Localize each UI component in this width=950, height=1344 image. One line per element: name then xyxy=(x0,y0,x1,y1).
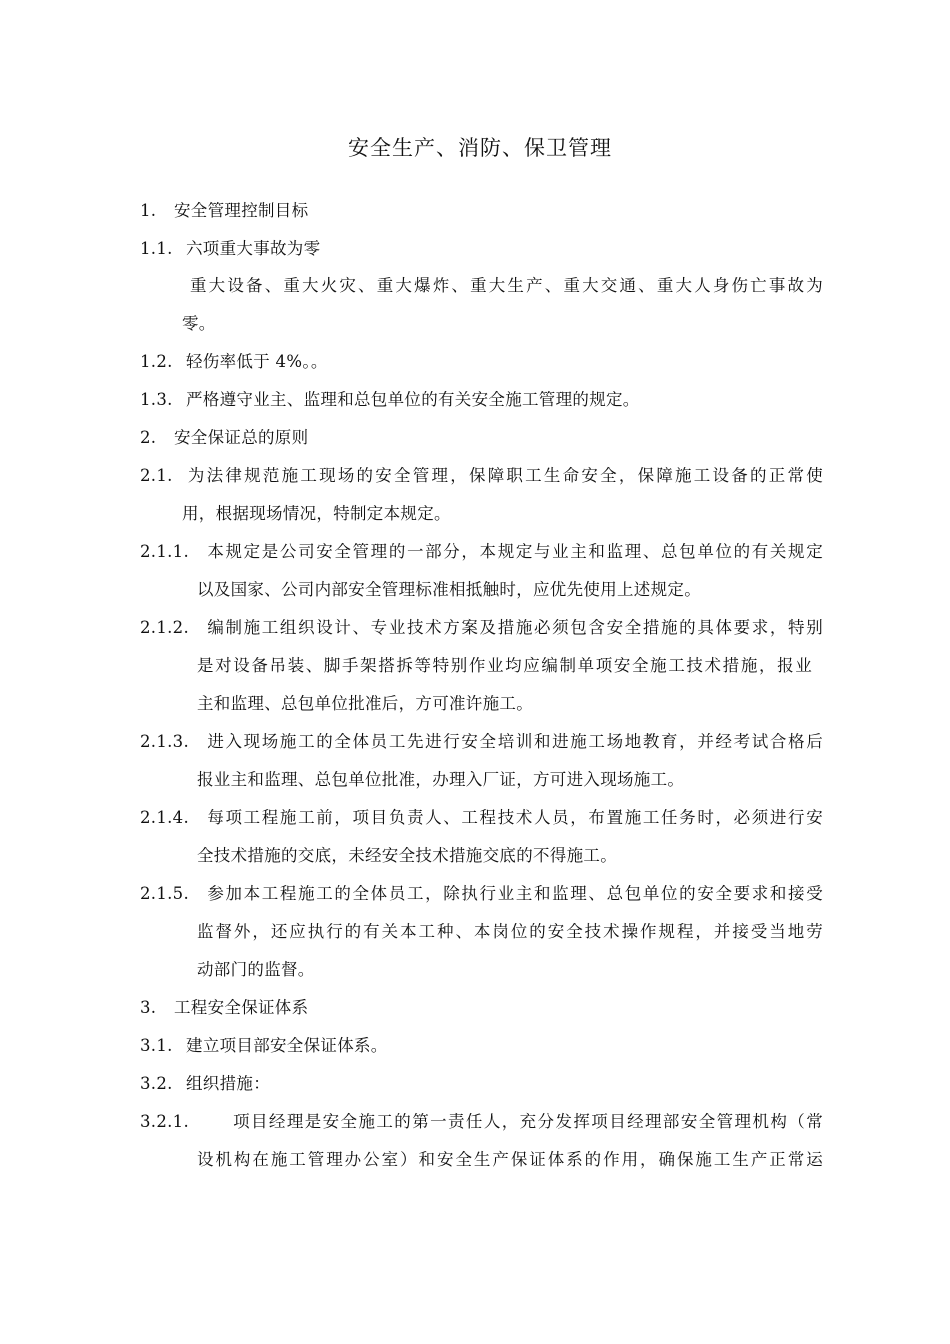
clause-2-1-4 xyxy=(140,805,823,831)
clause-text: 编制施工组织设计、专业技术方案及措施必须包含安全措施的具体要求，特别 xyxy=(206,618,823,637)
clause-number: 3.2.1. xyxy=(140,1112,190,1131)
clause-3-2-1 xyxy=(140,1109,823,1135)
clause-2-1-1 xyxy=(140,539,823,565)
paragraph-line: 用，根据现场情况，特制定本规定。 xyxy=(182,504,451,523)
paragraph-line: 零。 xyxy=(182,314,216,333)
clause-2-1-5 xyxy=(140,881,823,907)
clause-number: 3.2. xyxy=(140,1074,173,1093)
clause-text: 六项重大事故为零 xyxy=(186,239,321,258)
clause-2-1 xyxy=(140,463,823,489)
section-number: 2. xyxy=(140,428,157,447)
paragraph-line: 以及国家、公司内部安全管理标准相抵触时，应优先使用上述规定。 xyxy=(197,580,701,599)
clause-text: 组织措施： xyxy=(186,1074,270,1093)
paragraph-line: 全技术措施的交底，未经安全技术措施交底的不得施工。 xyxy=(197,846,617,865)
paragraph-line: 是对设备吊装、脚手架搭拆等特别作业均应编制单项安全施工技术措施，报业 xyxy=(197,656,812,675)
section-heading-3 xyxy=(140,995,308,1021)
paragraph-line: 重大设备、重大火灾、重大爆炸、重大生产、重大交通、重大人身伤亡事故为 xyxy=(190,276,823,295)
clause-number: 1.3. xyxy=(140,390,173,409)
clause-1-2 xyxy=(140,349,328,375)
clause-1-3 xyxy=(140,387,640,413)
section-number: 1. xyxy=(140,201,157,220)
section-heading-2 xyxy=(140,425,308,451)
clause-number: 2.1.5. xyxy=(140,884,190,903)
clause-number: 1.1. xyxy=(140,239,173,258)
paragraph-line: 监督外，还应执行的有关本工种、本岗位的安全技术操作规程，并接受当地劳 xyxy=(197,922,823,941)
clause-text: 轻伤率低于 4%。。 xyxy=(186,352,328,371)
paragraph-line: 主和监理、总包单位批准后，方可准许施工。 xyxy=(197,694,533,713)
section-text: 安全保证总的原则 xyxy=(174,428,309,447)
clause-text: 为法律规范施工现场的安全管理，保障职工生命安全，保障施工设备的正常使 xyxy=(186,466,823,485)
page-title: 安全生产、消防、保卫管理 xyxy=(348,136,612,160)
clause-number: 2.1.2. xyxy=(140,618,190,637)
clause-number: 2.1. xyxy=(140,466,173,485)
section-text: 安全管理控制目标 xyxy=(174,201,309,220)
section-number: 3. xyxy=(140,998,157,1017)
clause-text: 参加本工程施工的全体员工，除执行业主和监理、总包单位的安全要求和接受 xyxy=(206,884,823,903)
clause-number: 3.1. xyxy=(140,1036,173,1055)
section-text: 工程安全保证体系 xyxy=(174,998,309,1017)
clause-number: 2.1.4. xyxy=(140,808,190,827)
clause-text: 进入现场施工的全体员工先进行安全培训和进施工场地教育，并经考试合格后 xyxy=(206,732,823,751)
clause-number: 2.1.3. xyxy=(140,732,190,751)
clause-text: 每项工程施工前，项目负责人、工程技术人员，布置施工任务时，必须进行安 xyxy=(206,808,823,827)
paragraph-line: 动部门的监督。 xyxy=(197,960,315,979)
clause-1-1 xyxy=(140,236,320,262)
clause-2-1-3 xyxy=(140,729,823,755)
paragraph-line: 设机构在施工管理办公室）和安全生产保证体系的作用，确保施工生产正常运 xyxy=(197,1150,823,1169)
clause-2-1-2 xyxy=(140,615,823,641)
clause-text: 项目经理是安全施工的第一责任人，充分发挥项目经理部安全管理机构（常 xyxy=(232,1112,823,1131)
clause-text: 严格遵守业主、监理和总包单位的有关安全施工管理的规定。 xyxy=(186,390,640,409)
paragraph-line: 报业主和监理、总包单位批准，办理入厂证，方可进入现场施工。 xyxy=(197,770,685,789)
clause-text: 本规定是公司安全管理的一部分，本规定与业主和监理、总包单位的有关规定 xyxy=(206,542,823,561)
clause-number: 1.2. xyxy=(140,352,173,371)
clause-text: 建立项目部安全保证体系。 xyxy=(186,1036,388,1055)
clause-3-1 xyxy=(140,1033,388,1059)
section-heading-1 xyxy=(140,198,308,224)
clause-3-2 xyxy=(140,1071,270,1097)
clause-number: 2.1.1. xyxy=(140,542,190,561)
